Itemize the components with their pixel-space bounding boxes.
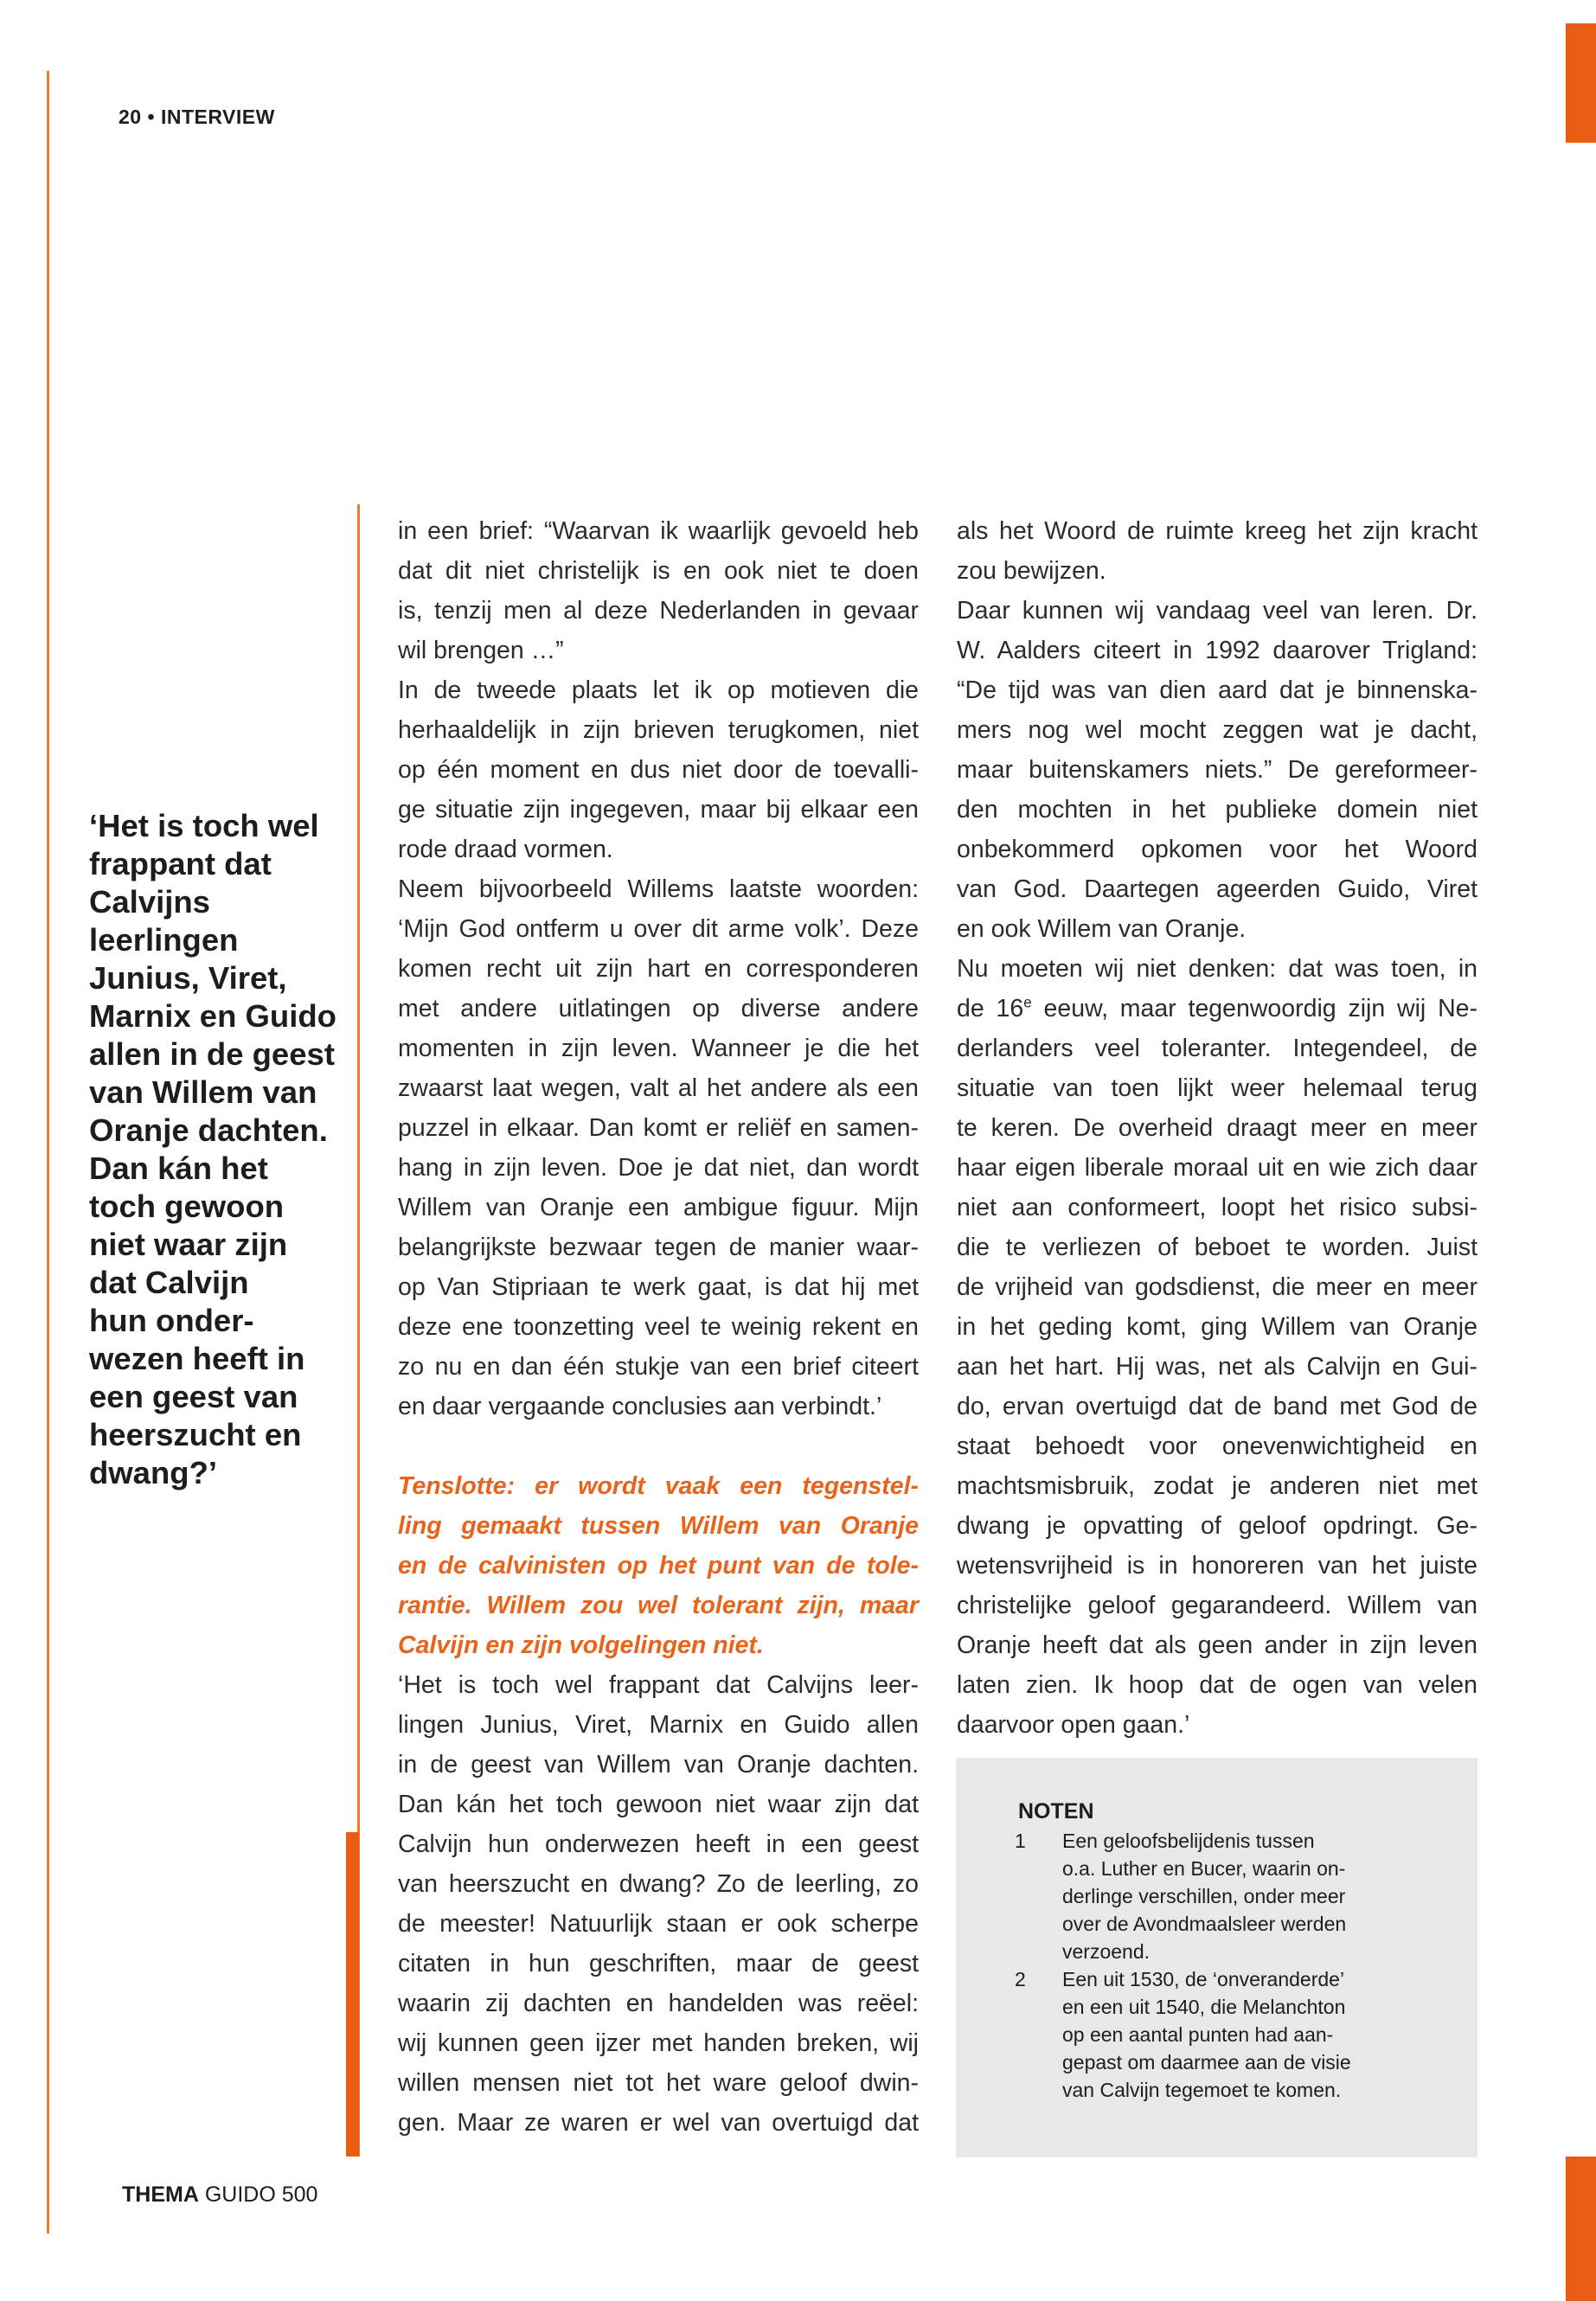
article-column-right xyxy=(957,511,1477,1745)
body-line: zo nu en dan één stukje van een brief citeert xyxy=(398,1353,919,1381)
body-line: staat behoedt voor onevenwichtigheid en xyxy=(957,1433,1477,1460)
notes-title: NOTEN xyxy=(1018,1799,1094,1823)
page-number: 20 xyxy=(119,106,142,128)
bottom-edge-tab xyxy=(1566,2157,1596,2301)
body-line: dwang je opvatting of geloof opdringt. Ge- xyxy=(957,1512,1477,1540)
pull-quote-line: niet waar zijn xyxy=(89,1227,288,1262)
pull-quote-line: Calvijns xyxy=(89,884,210,920)
body-line: van heerszucht en dwang? Zo de leerling, zo xyxy=(398,1870,919,1898)
note-line: gepast om daarmee aan de visie xyxy=(1062,2051,1351,2073)
body-line: niet aan conformeert, loopt het risico subsi- xyxy=(957,1194,1477,1221)
pull-quote xyxy=(89,807,349,1492)
body-line: christelijke geloof gegarandeerd. Willem van xyxy=(957,1592,1477,1619)
body-line: gen. Maar ze waren er wel van overtuigd dat xyxy=(398,2109,919,2137)
note-line: op een aantal punten had aan- xyxy=(1062,2023,1334,2046)
body-line: W. Aalders citeert in 1992 daarover Trigland: xyxy=(957,637,1477,664)
body-line: zou bewijzen. xyxy=(957,557,1106,585)
century-after: eeuw, maar tegenwoordig zijn wij Ne- xyxy=(1031,995,1477,1022)
body-line: lingen Junius, Viret, Marnix en Guido allen xyxy=(398,1711,919,1739)
body-line: maar buitenskamers niets.” De gereformeer- xyxy=(957,756,1477,784)
body-line: belangrijkste bezwaar tegen de manier waar- xyxy=(398,1234,919,1261)
interview-question-line: Calvijn en zijn volgelingen niet. xyxy=(398,1631,764,1659)
note-line: o.a. Luther en Bucer, waarin on- xyxy=(1062,1857,1346,1880)
left-margin-rule xyxy=(47,71,49,2234)
note-line: Een uit 1530, de ‘onveranderde’ xyxy=(1062,1968,1345,1990)
pull-quote-line: Junius, Viret, xyxy=(89,960,287,996)
body-line: wil brengen …” xyxy=(398,637,564,664)
body-line: zwaarst laat wegen, valt al het andere als een xyxy=(398,1074,919,1102)
body-line: daarvoor open gaan.’ xyxy=(957,1711,1190,1739)
body-line: do, ervan overtuigd dat de band met God de xyxy=(957,1393,1477,1420)
body-line: Daar kunnen wij vandaag veel van leren. Dr. xyxy=(957,597,1477,625)
body-line: dat dit niet christelijk is en ook niet te doen xyxy=(398,557,919,585)
body-line: haar eigen liberale moraal uit en wie zich daar xyxy=(957,1154,1477,1182)
pull-quote-line: hun onder- xyxy=(89,1303,254,1338)
body-line: is, tenzij men al deze Nederlanden in gevaar xyxy=(398,597,919,625)
note-line: over de Avondmaalsleer werden xyxy=(1062,1913,1347,1935)
body-line: met andere uitlatingen op diverse andere xyxy=(398,995,919,1022)
running-header xyxy=(119,106,275,129)
note-line: derlinge verschillen, onder meer xyxy=(1062,1885,1346,1907)
body-line: Calvijn hun onderwezen heeft in een geest xyxy=(398,1830,919,1858)
body-line: wij kunnen geen ijzer met handen breken, wij xyxy=(398,2029,919,2057)
body-line: puzzel in elkaar. Dan komt er reliëf en samen- xyxy=(398,1114,919,1142)
body-line: deze ene toonzetting veel te weinig rekent en xyxy=(398,1313,919,1341)
note-line: Een geloofsbelijdenis tussen xyxy=(1062,1830,1315,1852)
body-line: machtsmisbruik, zodat je anderen niet met xyxy=(957,1472,1477,1500)
body-line: ‘Het is toch wel frappant dat Calvijns leer- xyxy=(398,1671,919,1699)
note-line: van Calvijn tegemoet te komen. xyxy=(1062,2079,1342,2101)
body-line: ge situatie zijn ingegeven, maar bij elkaar een xyxy=(398,796,919,824)
body-line: waarin zij dachten en handelden was reëel: xyxy=(398,1990,919,2017)
body-line: komen recht uit zijn hart en corresponderen xyxy=(398,955,919,983)
body-line: onbekommerd opkomen voor het Woord xyxy=(957,836,1477,863)
body-line: Oranje heeft dat als geen ander in zijn leven xyxy=(957,1631,1477,1659)
body-line-century xyxy=(957,989,1477,1029)
pull-quote-line: van Willem van xyxy=(89,1074,317,1110)
body-line: rode draad vormen. xyxy=(398,836,613,863)
pull-quote-line: allen in de geest xyxy=(89,1036,335,1072)
body-line: wetensvrijheid is in honoreren van het juiste xyxy=(957,1552,1477,1580)
pull-quote-line: Oranje dachten. xyxy=(89,1112,328,1148)
century-sup: e xyxy=(1023,994,1032,1011)
pull-quote-line: heerszucht en xyxy=(89,1417,302,1452)
note-number: 1 xyxy=(1015,1830,1026,1852)
body-line: op Van Stipriaan te werk gaat, is dat hij met xyxy=(398,1273,919,1301)
note-line: verzoend. xyxy=(1062,1940,1151,1963)
pull-quote-line: leerlingen xyxy=(89,922,239,958)
body-line: willen mensen niet tot het ware geloof dwin- xyxy=(398,2069,919,2097)
body-line: Willem van Oranje een ambigue figuur. Mijn xyxy=(398,1194,919,1221)
footer-magazine: THEMA xyxy=(122,2182,199,2207)
body-line: Neem bijvoorbeeld Willems laatste woorden: xyxy=(398,875,919,903)
section-label: INTERVIEW xyxy=(160,106,275,128)
body-line: momenten in zijn leven. Wanneer je die het xyxy=(398,1035,919,1062)
pull-quote-line: wezen heeft in xyxy=(89,1341,305,1376)
note-item xyxy=(1015,1827,1447,1965)
body-line: citaten in hun geschriften, maar de geest xyxy=(398,1950,919,1977)
pull-quote-line: dat Calvijn xyxy=(89,1265,249,1300)
pull-quote-line: een geest van xyxy=(89,1379,298,1414)
top-edge-tab xyxy=(1566,23,1596,143)
body-line: van God. Daartegen ageerden Guido, Viret xyxy=(957,875,1477,903)
header-separator: • xyxy=(147,106,156,128)
body-line: derlanders veel toleranter. Integendeel, de xyxy=(957,1035,1477,1062)
body-line: in het geding komt, ging Willem van Oranje xyxy=(957,1313,1477,1341)
interview-question-line: rantie. Willem zou wel tolerant zijn, maar xyxy=(398,1592,919,1619)
body-line: In de tweede plaats let ik op motieven die xyxy=(398,676,919,704)
body-line: mers nog wel mocht zeggen wat je dacht, xyxy=(957,716,1477,744)
body-line: te keren. De overheid draagt meer en meer xyxy=(957,1114,1477,1142)
article-column-middle xyxy=(398,511,919,2143)
body-line: hang in zijn leven. Doe je dat niet, dan wordt xyxy=(398,1154,919,1182)
paragraph-spacer xyxy=(398,1426,919,1466)
body-line: situatie van toen lijkt weer helemaal terug xyxy=(957,1074,1477,1102)
body-line: die te verliezen of beboet te worden. Juist xyxy=(957,1234,1477,1261)
body-line: de meester! Natuurlijk staan er ook scherpe xyxy=(398,1910,919,1938)
note-number: 2 xyxy=(1015,1968,1026,1990)
body-line: in de geest van Willem van Oranje dachten. xyxy=(398,1751,919,1779)
pull-quote-line: Dan kán het xyxy=(89,1150,268,1186)
pull-quote-line: frappant dat xyxy=(89,846,272,881)
note-item xyxy=(1015,1965,1447,2104)
body-line: den mochten in het publieke domein niet xyxy=(957,796,1477,824)
notes-list xyxy=(1015,1827,1447,2104)
body-line: en ook Willem van Oranje. xyxy=(957,915,1247,943)
body-line: Nu moeten wij niet denken: dat was toen, in xyxy=(957,955,1477,983)
body-line: de vrijheid van godsdienst, die meer en meer xyxy=(957,1273,1477,1301)
body-line: op één moment en dus niet door de toevalli- xyxy=(398,756,919,784)
footer xyxy=(122,2182,317,2208)
interview-question-line: Tenslotte: er wordt vaak een tegenstel- xyxy=(398,1472,919,1500)
body-line: “De tijd was van dien aard dat je binnenska- xyxy=(957,676,1477,704)
century-before: de 16 xyxy=(957,995,1024,1022)
interview-question-line: ling gemaakt tussen Willem van Oranje xyxy=(398,1512,919,1540)
body-line: Dan kán het toch gewoon niet waar zijn dat xyxy=(398,1791,919,1818)
pull-quote-line: Marnix en Guido xyxy=(89,998,337,1034)
body-line: herhaaldelijk in zijn brieven terugkomen, niet xyxy=(398,716,919,744)
body-line: laten zien. Ik hoop dat de ogen van velen xyxy=(957,1671,1477,1699)
interview-question-line: en de calvinisten op het punt van de tole- xyxy=(398,1552,919,1580)
pull-quote-line: ‘Het is toch wel xyxy=(89,808,319,843)
pull-quote-line: dwang?’ xyxy=(89,1455,218,1490)
pull-quote-line: toch gewoon xyxy=(89,1189,285,1224)
notes-box xyxy=(956,1758,1477,2157)
note-line: en een uit 1540, die Melanchton xyxy=(1062,1996,1346,2018)
body-line: en daar vergaande conclusies aan verbindt.’ xyxy=(398,1393,882,1420)
body-line: ‘Mijn God ontferm u over dit arme volk’. Deze xyxy=(398,915,919,943)
body-line: als het Woord de ruimte kreeg het zijn kracht xyxy=(957,517,1477,545)
column-divider-accent xyxy=(346,1832,359,2157)
body-line: aan het hart. Hij was, net als Calvijn en Gui- xyxy=(957,1353,1477,1381)
footer-issue: GUIDO 500 xyxy=(204,2182,318,2207)
body-line: in een brief: “Waarvan ik waarlijk gevoeld heb xyxy=(398,517,919,545)
